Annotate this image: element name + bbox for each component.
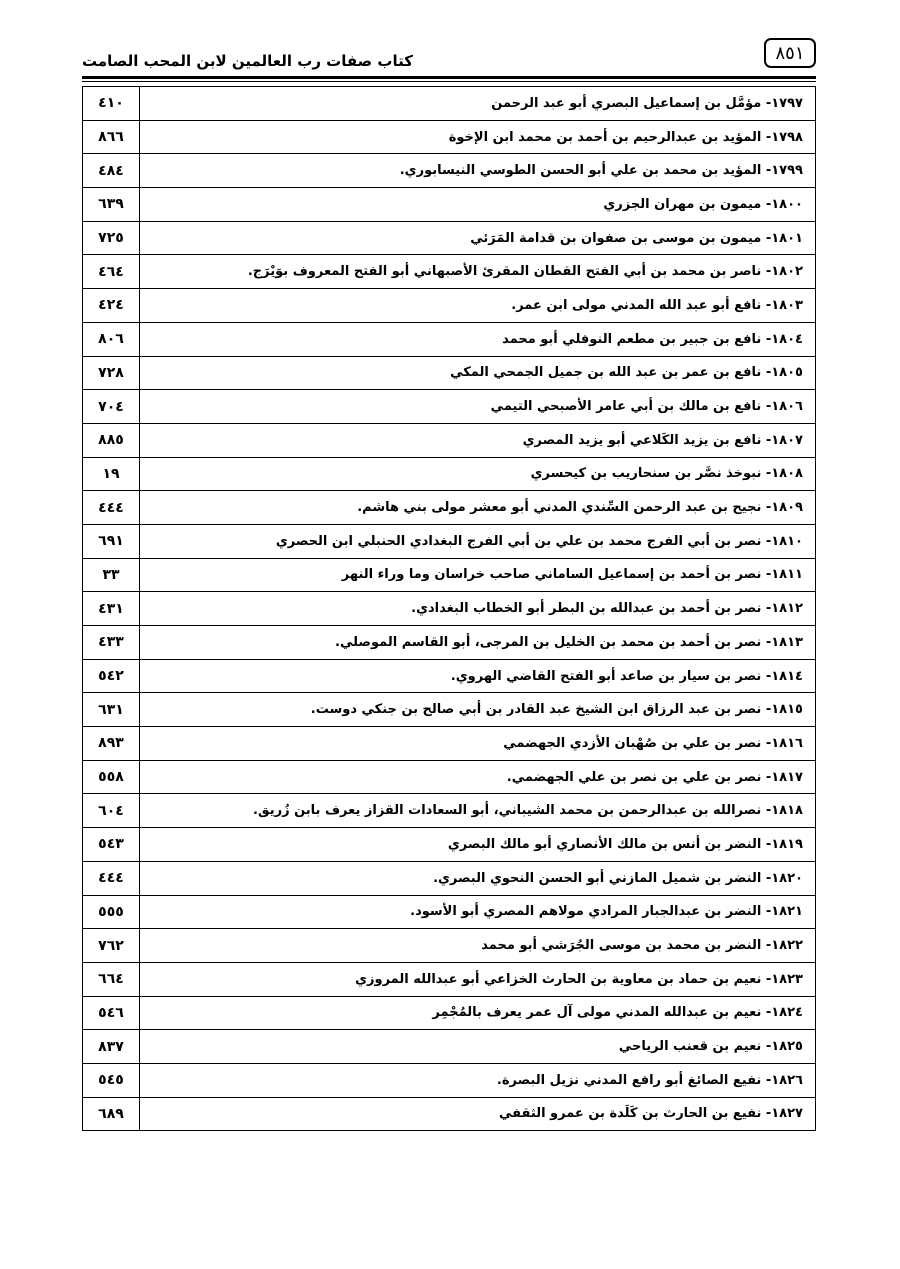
- table-row: [83, 255, 816, 289]
- entry-name: ١٨٠٨- نبوخذ نصَّر بن سنحاريب بن كيحسري: [140, 457, 816, 491]
- entry-page-number: ٥٤٦: [83, 996, 140, 1030]
- table-row: [83, 760, 816, 794]
- table-row: [83, 322, 816, 356]
- table-row: [83, 659, 816, 693]
- entry-name: ١٨١٣- نصر بن أحمد بن محمد بن الخليل بن المرجى، أبو القاسم الموصلي.: [140, 626, 816, 660]
- entry-name: ١٨٠٤- نافع بن جبير بن مطعم النوفلي أبو محمد: [140, 322, 816, 356]
- entry-name: ١٨١٥- نصر بن عبد الرزاق ابن الشيخ عبد القادر بن أبي صالح بن جنكي دوست.: [140, 693, 816, 727]
- entry-page-number: ١٩: [83, 457, 140, 491]
- entry-name: ١٨٠٧- نافع بن يزيد الكَلاعي أبو يزيد المصري: [140, 423, 816, 457]
- header-rule-thin: [82, 81, 816, 82]
- table-row: [83, 592, 816, 626]
- page-number-box: [764, 38, 816, 68]
- entry-page-number: ٧٠٤: [83, 390, 140, 424]
- entry-page-number: ٦٣٩: [83, 188, 140, 222]
- entry-page-number: ٥٥٥: [83, 895, 140, 929]
- entry-name: ١٨٠٥- نافع بن عمر بن عبد الله بن جميل الجمحي المكي: [140, 356, 816, 390]
- entry-page-number: ٨٦٦: [83, 120, 140, 154]
- table-row: [83, 861, 816, 895]
- entry-page-number: ٤٢٤: [83, 289, 140, 323]
- entry-name: ١٨٢٧- نفيع بن الحارث بن كَلَدة بن عمرو الثقفي: [140, 1097, 816, 1131]
- table-row: [83, 457, 816, 491]
- entry-page-number: ٧٦٢: [83, 929, 140, 963]
- entry-page-number: ٧٢٨: [83, 356, 140, 390]
- table-row: [83, 221, 816, 255]
- table-row: [83, 390, 816, 424]
- entry-page-number: ٣٣: [83, 558, 140, 592]
- table-row: [83, 188, 816, 222]
- entry-page-number: ٥٤٥: [83, 1063, 140, 1097]
- entry-name: ١٨١٤- نصر بن سيار بن صاعد أبو الفتح القاضي الهروي.: [140, 659, 816, 693]
- entry-page-number: ٦٠٤: [83, 794, 140, 828]
- table-row: [83, 524, 816, 558]
- entry-name: ١٨٠٠- ميمون بن مهران الجزري: [140, 188, 816, 222]
- header-rule-thick: [82, 76, 816, 79]
- entry-page-number: ٥٤٣: [83, 828, 140, 862]
- entry-name: ١٨٠١- ميمون بن موسى بن صفوان بن قدامة المَرَئي: [140, 221, 816, 255]
- table-row: [83, 996, 816, 1030]
- table-row: [83, 929, 816, 963]
- index-table: [82, 86, 816, 1131]
- entry-name: ١٨١٦- نصر بن علي بن صُهْبان الأزدي الجهضمي: [140, 727, 816, 761]
- entry-name: ١٨١٢- نصر بن أحمد بن عبدالله بن البطر أبو الخطاب البغدادي.: [140, 592, 816, 626]
- entry-page-number: ٦٦٤: [83, 962, 140, 996]
- table-row: [83, 120, 816, 154]
- entry-name: ١٨٢٦- نفيع الصائغ أبو رافع المدني نزيل البصرة.: [140, 1063, 816, 1097]
- entry-page-number: ٤١٠: [83, 87, 140, 121]
- entry-page-number: ٥٤٢: [83, 659, 140, 693]
- table-row: [83, 289, 816, 323]
- entry-name: ١٨٢٤- نعيم بن عبدالله المدني مولى آل عمر يعرف بالمُجْمِر: [140, 996, 816, 1030]
- entry-name: ١٨٠٩- نجيح بن عبد الرحمن السِّندي المدني أبو معشر مولى بني هاشم.: [140, 491, 816, 525]
- table-row: [83, 1030, 816, 1064]
- entry-name: ١٧٩٧- مؤمَّل بن إسماعيل البصري أبو عبد الرحمن: [140, 87, 816, 121]
- entry-page-number: ٤٤٤: [83, 491, 140, 525]
- entry-name: ١٨٢٣- نعيم بن حماد بن معاوية بن الحارث الخزاعي أبو عبدالله المروزي: [140, 962, 816, 996]
- entry-page-number: ٤٣٣: [83, 626, 140, 660]
- table-row: [83, 1097, 816, 1131]
- entry-name: ١٨٠٣- نافع أبو عبد الله المدني مولى ابن عمر.: [140, 289, 816, 323]
- entry-page-number: ٦٩١: [83, 524, 140, 558]
- table-row: [83, 87, 816, 121]
- entry-page-number: ٤٣١: [83, 592, 140, 626]
- page-number: ٨٥١: [775, 42, 805, 64]
- entry-name: ١٨١١- نصر بن أحمد بن إسماعيل الساماني صاحب خراسان وما وراء النهر: [140, 558, 816, 592]
- entry-name: ١٨١٩- النضر بن أنس بن مالك الأنصاري أبو مالك البصري: [140, 828, 816, 862]
- entry-page-number: ٦٨٩: [83, 1097, 140, 1131]
- entry-name: ١٨٠٢- ناصر بن محمد بن أبي الفتح القطان المقرئ الأصبهاني أبو الفتح المعروف بوَيْرَج.: [140, 255, 816, 289]
- table-row: [83, 423, 816, 457]
- table-row: [83, 491, 816, 525]
- entry-page-number: ٨٠٦: [83, 322, 140, 356]
- entry-page-number: ٤٦٤: [83, 255, 140, 289]
- entry-name: ١٧٩٨- المؤيد بن عبدالرحيم بن أحمد بن محمد ابن الإخوة: [140, 120, 816, 154]
- table-row: [83, 794, 816, 828]
- entry-name: ١٨٢٢- النضر بن محمد بن موسى الجُرَشي أبو محمد: [140, 929, 816, 963]
- entry-page-number: ٨٩٣: [83, 727, 140, 761]
- entry-name: ١٨١٧- نصر بن علي بن نصر بن علي الجهضمي.: [140, 760, 816, 794]
- book-title: كتاب صفات رب العالمين لابن المحب الصامت: [82, 52, 413, 70]
- page-header: [82, 38, 816, 76]
- table-row: [83, 895, 816, 929]
- table-row: [83, 558, 816, 592]
- table-row: [83, 828, 816, 862]
- index-table-body: [83, 87, 816, 1131]
- entry-page-number: ٦٣١: [83, 693, 140, 727]
- entry-name: ١٨٠٦- نافع بن مالك بن أبي عامر الأصبحي التيمي: [140, 390, 816, 424]
- table-row: [83, 154, 816, 188]
- entry-page-number: ٨٣٧: [83, 1030, 140, 1064]
- table-row: [83, 962, 816, 996]
- entry-name: ١٨٢٠- النضر بن شميل المازني أبو الحسن النحوي البصري.: [140, 861, 816, 895]
- table-row: [83, 693, 816, 727]
- table-row: [83, 626, 816, 660]
- entry-name: ١٨١٨- نصرالله بن عبدالرحمن بن محمد الشيباني، أبو السعادات القزاز يعرف بابن زُريق.: [140, 794, 816, 828]
- table-row: [83, 1063, 816, 1097]
- entry-name: ١٨١٠- نصر بن أبي الفرج محمد بن علي بن أبي الفرج البغدادي الحنبلي ابن الحصري: [140, 524, 816, 558]
- table-row: [83, 727, 816, 761]
- entry-name: ١٨٢٥- نعيم بن قعنب الرياحي: [140, 1030, 816, 1064]
- entry-page-number: ٥٥٨: [83, 760, 140, 794]
- entry-page-number: ٧٢٥: [83, 221, 140, 255]
- entry-name: ١٧٩٩- المؤيد بن محمد بن علي أبو الحسن الطوسي النيسابوري.: [140, 154, 816, 188]
- entry-page-number: ٤٤٤: [83, 861, 140, 895]
- table-row: [83, 356, 816, 390]
- entry-page-number: ٤٨٤: [83, 154, 140, 188]
- entry-name: ١٨٢١- النضر بن عبدالجبار المرادي مولاهم المصري أبو الأسود.: [140, 895, 816, 929]
- entry-page-number: ٨٨٥: [83, 423, 140, 457]
